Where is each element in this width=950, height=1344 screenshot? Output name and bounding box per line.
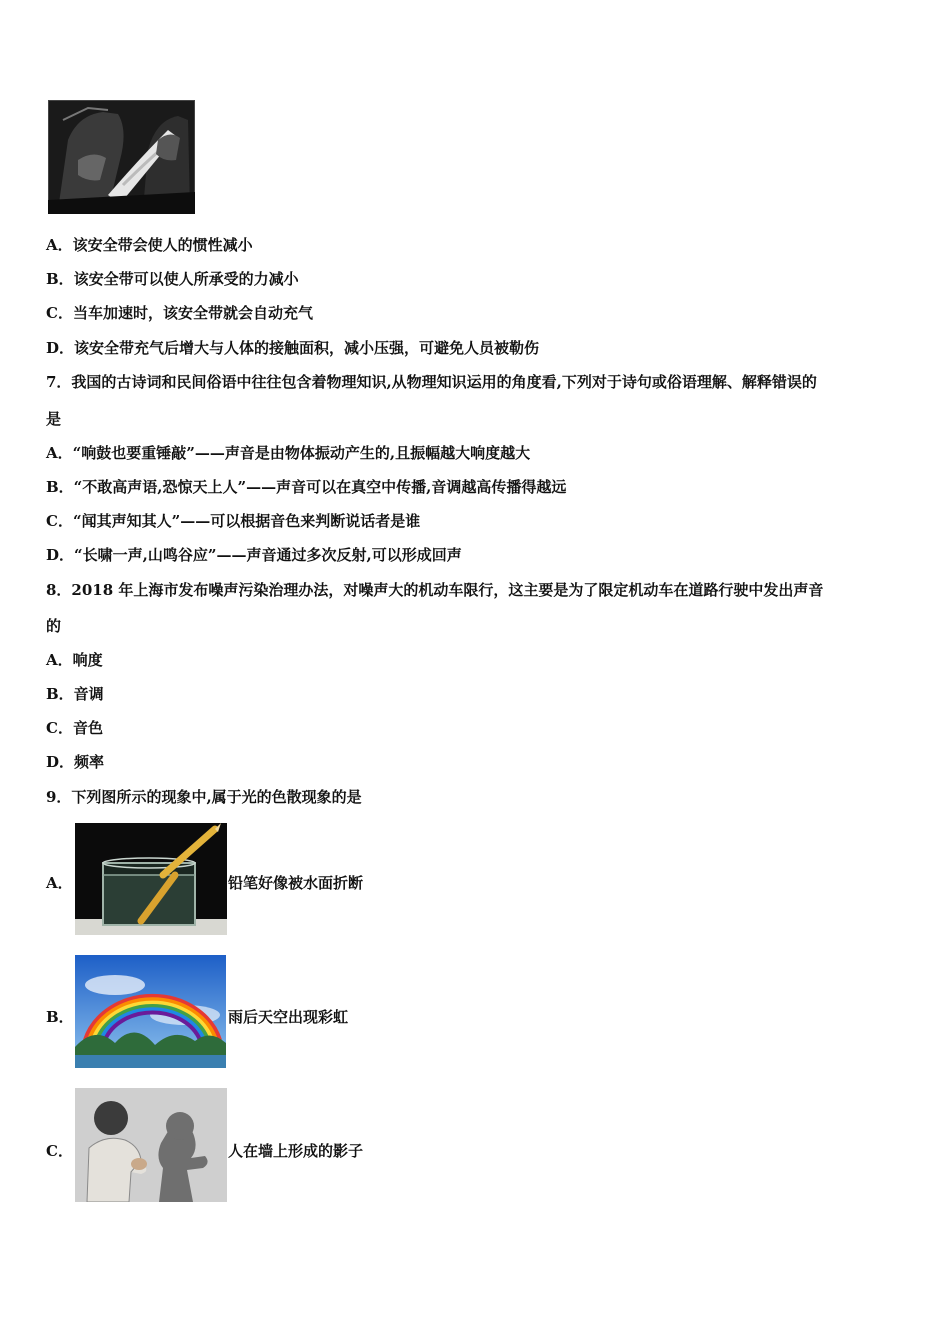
q7-stem-line1: 7．我国的古诗词和民间俗语中往往包含着物理知识,从物理知识运用的角度看,下列对于诗句或俗语理解、解释错误的 (46, 373, 817, 391)
q8-stem-line1: 8．2018 年上海市发布噪声污染治理办法，对噪声大的机动车限行，这主要是为了限定机动车在道路行驶中发出声音 (46, 581, 824, 599)
q9-option-c-caption: 人在墙上形成的影子 (228, 1142, 364, 1160)
q8-stem-line2: 的 (46, 617, 62, 635)
q9-stem: 9．下列图所示的现象中,属于光的色散现象的是 (46, 788, 362, 806)
q6-option-d: D．该安全带充气后增大与人体的接触面积，减小压强，可避免人员被勒伤 (46, 339, 540, 357)
q9-option-c-label: C． (46, 1142, 73, 1160)
q8-option-b: B．音调 (46, 685, 104, 703)
q7-option-c: C．“闻其声知其人”——可以根据音色来判断说话者是谁 (46, 512, 421, 530)
q6-option-a: A．该安全带会使人的惯性减小 (46, 236, 253, 254)
q7-stem-line2: 是 (46, 410, 62, 428)
q7-option-a: A．“响鼓也要重锤敲”——声音是由物体振动产生的,且振幅越大响度越大 (46, 444, 531, 462)
q7-option-b: B．“不敢高声语,恐惊天上人”——声音可以在真空中传播,音调越高传播得越远 (46, 478, 567, 496)
q9-option-b-caption: 雨后天空出现彩虹 (228, 1008, 349, 1026)
shadow-photo (75, 1088, 227, 1202)
q8-option-a: A．响度 (46, 651, 103, 669)
seatbelt-photo (48, 100, 195, 214)
pencil-in-water-photo (75, 823, 227, 935)
q8-option-d: D．频率 (46, 753, 105, 771)
q8-option-c: C．音色 (46, 719, 103, 737)
q9-option-a-label: A． (46, 874, 73, 892)
q6-option-b: B．该安全带可以使人所承受的力减小 (46, 270, 299, 288)
q9-option-b-label: B． (46, 1008, 74, 1026)
q7-option-d: D．“长啸一声,山鸣谷应”——声音通过多次反射,可以形成回声 (46, 546, 462, 564)
q6-option-c: C．当车加速时，该安全带就会自动充气 (46, 304, 313, 322)
rainbow-photo (75, 955, 226, 1068)
q9-option-a-caption: 铅笔好像被水面折断 (228, 874, 364, 892)
